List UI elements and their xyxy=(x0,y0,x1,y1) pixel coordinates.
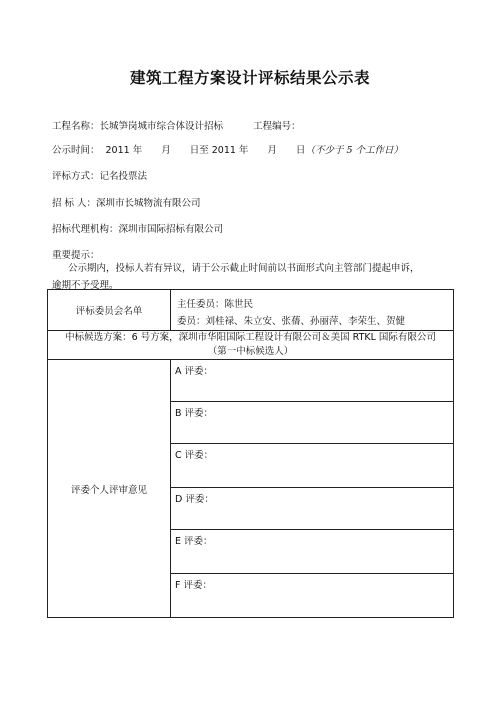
opinion-label: 评委个人评审意见 xyxy=(48,360,171,618)
committee-members xyxy=(171,290,454,331)
reviewer-f-slot: F 评委： xyxy=(171,574,454,618)
notice-time-value: 2011 年 月 日至 2011 年 月 日 xyxy=(105,145,306,156)
committee-label: 评标委员会名单 xyxy=(48,290,171,331)
notice-time-label: 公示时间： xyxy=(52,145,100,156)
candidate-row xyxy=(48,331,454,360)
method-row xyxy=(52,168,147,182)
agency-value: 深圳市国际招标有限公司 xyxy=(118,224,224,235)
method-label: 评标方式： xyxy=(52,171,100,182)
candidate-cell xyxy=(48,331,454,360)
agency-label: 招标代理机构： xyxy=(52,224,119,235)
candidate-line-1: 中标候选方案：6 号方案，深圳市华阳国际工程设计有限公司＆美国 RTKL 国际有限公司 xyxy=(65,332,436,343)
reviewer-d-slot: D 评委： xyxy=(171,488,454,530)
result-table xyxy=(47,289,454,618)
reviewer-row xyxy=(48,360,454,402)
chair-member: 主任委员：陈世民 xyxy=(177,299,254,310)
project-name-row xyxy=(52,118,301,132)
tenderer-label: 招 标 人： xyxy=(52,198,97,209)
reviewer-c-slot: C 评委： xyxy=(171,444,454,488)
tenderer-value: 深圳市长城物流有限公司 xyxy=(96,198,201,209)
agency-row xyxy=(52,221,223,235)
project-name-label: 工程名称： xyxy=(52,121,100,132)
committee-row xyxy=(48,290,454,331)
candidate-line-2: （第一中标候选人） xyxy=(207,346,294,357)
notice-body-line-1: 公示期内，投标人若有异议，请于公示截止时间前以书面形式向主管部门提起申诉， xyxy=(68,263,420,274)
notice-body-line-2: 逾期不予受理。 xyxy=(52,280,119,291)
notice-time-note: （不少于 5 个工作日） xyxy=(305,145,404,156)
committee-member-list: 委员：刘桂禄、朱立安、张蒨、孙丽萍、李荣生、贺健 xyxy=(177,316,406,327)
project-no-label: 工程编号： xyxy=(253,121,301,132)
page-title: 建筑工程方案设计评标结果公示表 xyxy=(129,69,370,87)
notice-heading: 重要提示： xyxy=(52,250,100,261)
reviewer-e-slot: E 评委： xyxy=(171,530,454,574)
project-name-value: 长城笋岗城市综合体设计招标 xyxy=(99,121,224,132)
reviewer-a-slot: A 评委： xyxy=(171,360,454,402)
tenderer-row xyxy=(52,195,201,209)
notice-time-row xyxy=(52,142,403,156)
method-value: 记名投票法 xyxy=(99,171,148,182)
reviewer-b-slot: B 评委： xyxy=(171,402,454,444)
